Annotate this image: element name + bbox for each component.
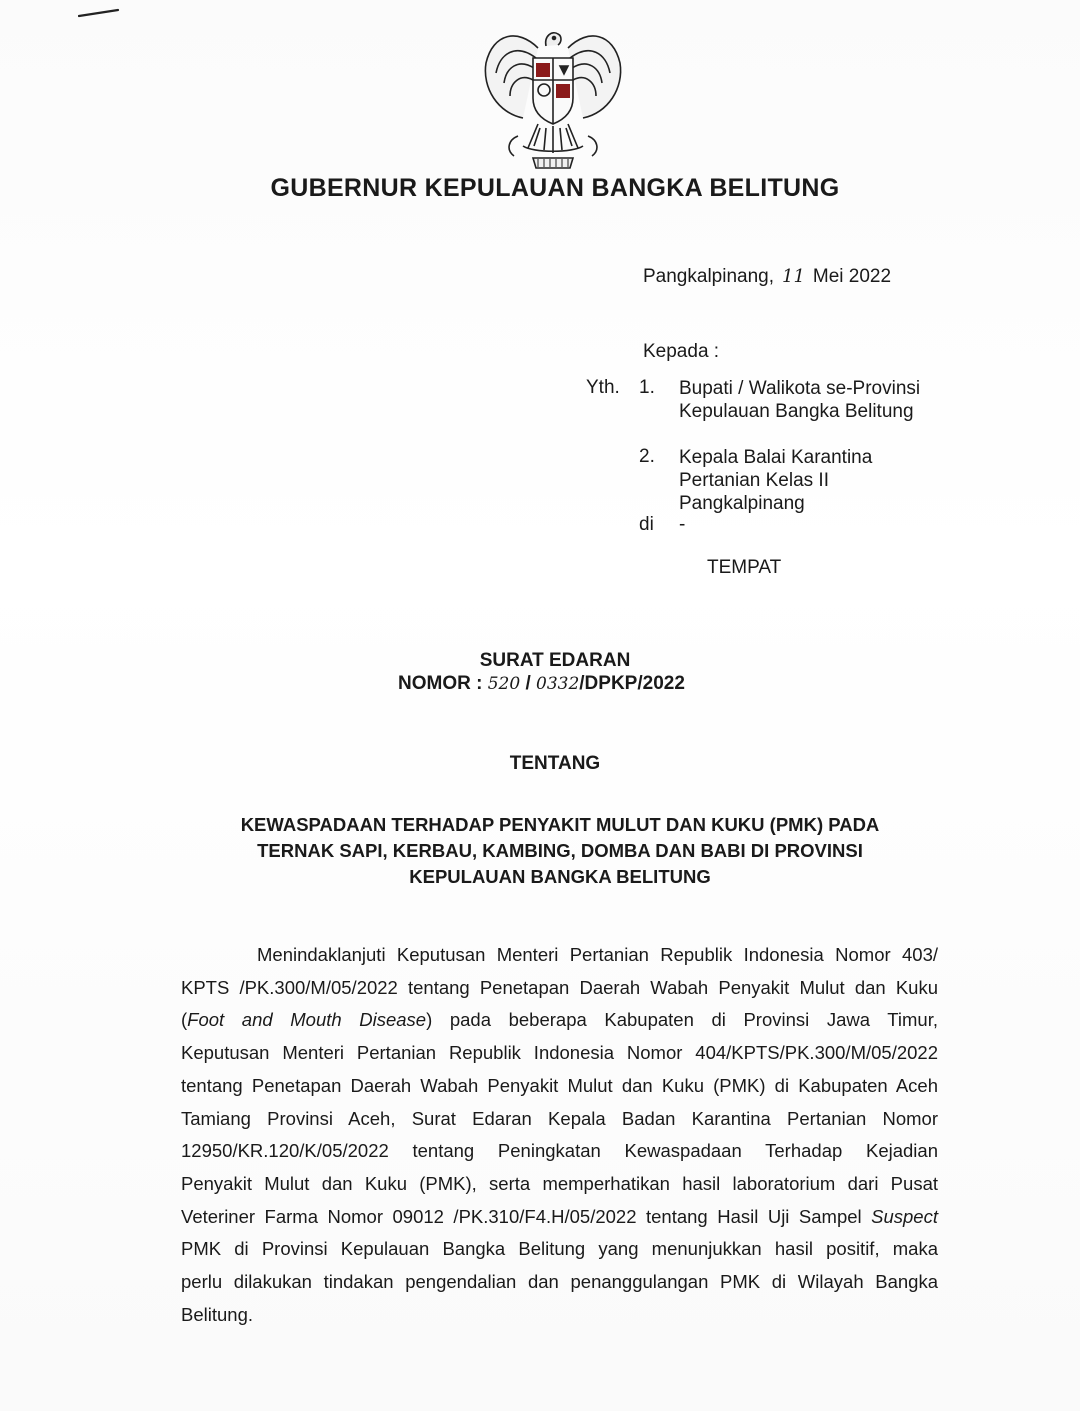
recipient-line: Kepulauan Bangka Belitung bbox=[679, 401, 914, 422]
body-paragraph bbox=[181, 939, 938, 1331]
location-dash: - bbox=[679, 514, 686, 535]
date-month-year: Mei 2022 bbox=[812, 266, 892, 287]
recipient-line: Bupati / Walikota se-Provinsi bbox=[679, 378, 921, 399]
letter-type: SURAT EDARAN bbox=[479, 650, 631, 671]
body-line: Veteriner Farma Nomor 09012 /PK.310/F4.H/05/2022 tentang Hasil Uji Sampel Suspect bbox=[181, 1205, 938, 1227]
body-line: perlu dilakukan tindakan pengendalian dan penanggulangan PMK di Wilayah Bangka bbox=[181, 1271, 938, 1293]
recipient-line: Pangkalpinang bbox=[679, 493, 805, 514]
letter-number-separator: / bbox=[520, 673, 537, 694]
recipient-1 bbox=[679, 377, 920, 423]
body-line: (Foot and Mouth Disease) pada beberapa Kabupaten di Provinsi Jawa Timur, bbox=[181, 1009, 938, 1031]
recipient-number: 1. bbox=[639, 377, 655, 398]
body-line: Menindaklanjuti Keputusan Menteri Pertanian Republik Indonesia Nomor 403/ bbox=[257, 944, 938, 965]
subject-line: KEPULAUAN BANGKA BELITUNG bbox=[409, 866, 711, 887]
letter-number-label: NOMOR : bbox=[398, 673, 483, 694]
body-line: Keputusan Menteri Pertanian Republik Indonesia Nomor 404/KPTS/PK.300/M/05/2022 bbox=[181, 1042, 938, 1064]
letter-number-handwritten-1: 520 bbox=[487, 674, 521, 694]
subject-line: KEWASPADAAN TERHADAP PENYAKIT MULUT DAN KUKU (PMK) PADA bbox=[240, 814, 880, 835]
date-place: Pangkalpinang, bbox=[643, 266, 774, 287]
recipient-number: 2. bbox=[639, 446, 655, 467]
pen-stroke-mark bbox=[78, 8, 120, 18]
garuda-emblem-icon bbox=[478, 18, 628, 173]
addressee-label: Kepada : bbox=[643, 341, 720, 362]
letter-number bbox=[398, 673, 685, 695]
letter-number-suffix: /DPKP/2022 bbox=[579, 673, 685, 694]
location-tempat: TEMPAT bbox=[707, 557, 782, 578]
date-day-handwritten: 11 bbox=[782, 266, 805, 287]
location-prefix: di bbox=[639, 514, 654, 535]
body-line: Tamiang Provinsi Aceh, Surat Edaran Kepala Badan Karantina Pertanian Nomor bbox=[181, 1107, 938, 1129]
letter-number-handwritten-2: 0332 bbox=[536, 674, 580, 694]
body-line: Belitung. bbox=[181, 1303, 253, 1325]
date-line bbox=[643, 266, 891, 288]
tentang-heading: TENTANG bbox=[509, 753, 601, 774]
subject-line: TERNAK SAPI, KERBAU, KAMBING, DOMBA DAN BABI DI PROVINSI bbox=[257, 840, 863, 861]
honorific: Yth. bbox=[586, 377, 620, 398]
body-line: 12950/KR.120/K/05/2022 tentang Peningkatan Kewaspadaan Terhadap Kejadian bbox=[181, 1140, 938, 1162]
letterhead-title: GUBERNUR KEPULAUAN BANGKA BELITUNG bbox=[270, 174, 840, 202]
recipient-line: Kepala Balai Karantina bbox=[679, 447, 873, 468]
body-line: KPTS /PK.300/M/05/2022 tentang Penetapan Daerah Wabah Penyakit Mulut dan Kuku bbox=[181, 976, 938, 998]
body-line: tentang Penetapan Daerah Wabah Penyakit Mulut dan Kuku (PMK) di Kabupaten Aceh bbox=[181, 1074, 938, 1096]
body-line: Penyakit Mulut dan Kuku (PMK), serta memperhatikan hasil laboratorium dari Pusat bbox=[181, 1172, 938, 1194]
recipient-2 bbox=[679, 446, 872, 515]
letter-subject bbox=[200, 812, 920, 890]
body-line: PMK di Provinsi Kepulauan Bangka Belitung yang menunjukkan hasil positif, maka bbox=[181, 1238, 938, 1260]
recipient-line: Pertanian Kelas II bbox=[679, 470, 829, 491]
